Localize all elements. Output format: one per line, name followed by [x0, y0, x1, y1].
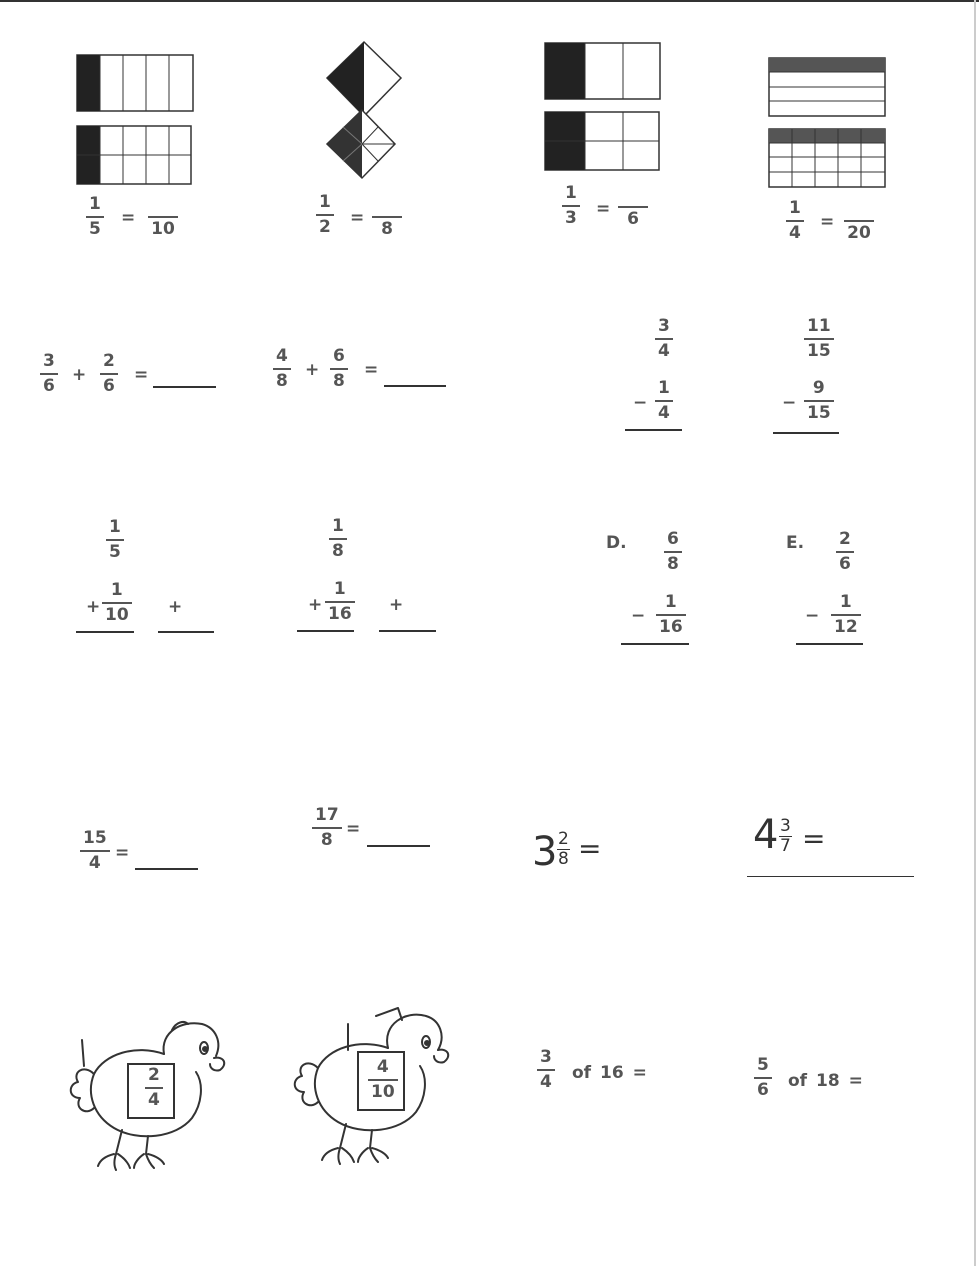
- r3-add2-answer-line[interactable]: [297, 630, 354, 632]
- r5-of1-fraction: 3 4: [537, 1049, 555, 1091]
- r3-add2-plus: +: [389, 595, 404, 615]
- r3-e-label: E.: [786, 533, 805, 553]
- r4-mix2-whole: 4: [753, 812, 779, 858]
- model4-equals: =: [820, 212, 835, 232]
- r3-d-label: D.: [606, 533, 627, 553]
- r2-add2-b: 6 8: [330, 348, 348, 390]
- r2-sub2-op: −: [782, 393, 797, 413]
- r4-imp2-equals: =: [346, 819, 361, 839]
- r3-e-op: −: [805, 606, 820, 626]
- r5-of2-fraction: 5 6: [754, 1057, 772, 1099]
- r2-sub2-b: 9 15: [804, 380, 834, 422]
- model2-right-fraction: 8: [372, 196, 402, 238]
- r3-add1-a: 1 5: [106, 519, 124, 561]
- model-thirds: [544, 42, 664, 172]
- r3-add1-op: +: [86, 597, 101, 617]
- r3-e-a: 2 6: [836, 531, 854, 573]
- r2-add2-a: 4 8: [273, 348, 291, 390]
- model1-equals: =: [121, 208, 136, 228]
- r2-sub1-op: −: [633, 393, 648, 413]
- r4-mix1-whole: 3: [532, 829, 558, 875]
- model1-right-fraction: 10: [148, 196, 178, 238]
- r2-add1-b: 2 6: [100, 353, 118, 395]
- r3-add2-extra-line[interactable]: [379, 630, 436, 632]
- r4-mix1-fraction: 2 8: [558, 829, 569, 869]
- r2-sub1-answer-line[interactable]: [625, 429, 682, 431]
- r4-mix2-fraction: 3 7: [780, 816, 791, 856]
- model4-right-fraction: 20: [844, 200, 874, 242]
- r2-add2-answer-line[interactable]: [384, 385, 446, 387]
- model2-left-fraction: 1 2: [316, 194, 334, 236]
- model4-left-fraction: 1 4: [786, 200, 804, 242]
- model3-right-fraction: 6: [618, 186, 648, 228]
- r3-e-b: 1 12: [831, 594, 861, 636]
- model1-left-fraction: 1 5: [86, 196, 104, 238]
- r3-add2-op: +: [308, 595, 323, 615]
- r2-add1-equals: =: [134, 365, 149, 385]
- r3-d-b: 1 16: [656, 594, 686, 636]
- r3-add1-b: 1 10: [102, 582, 132, 624]
- r3-add1-extra-line[interactable]: [158, 631, 214, 633]
- model-fifths: [76, 54, 196, 186]
- model3-left-fraction: 1 3: [562, 185, 580, 227]
- r2-sub1-b: 1 4: [655, 380, 673, 422]
- r2-sub1-a: 3 4: [655, 318, 673, 360]
- r2-add1-answer-line[interactable]: [153, 386, 216, 388]
- model3-equals: =: [596, 199, 611, 219]
- r4-imp2-answer-line[interactable]: [367, 845, 430, 847]
- r2-add1-op: +: [72, 365, 87, 385]
- r5-of1-text: of 16 =: [572, 1063, 647, 1083]
- r2-add2-equals: =: [364, 360, 379, 380]
- r2-sub2-answer-line[interactable]: [773, 432, 839, 434]
- r4-imp1-answer-line[interactable]: [135, 868, 198, 870]
- r4-imp1-equals: =: [115, 843, 130, 863]
- r4-imp1-fraction: 15 4: [80, 830, 110, 872]
- r3-d-op: −: [631, 606, 646, 626]
- r3-d-answer-line[interactable]: [621, 643, 689, 645]
- model-diamonds: [325, 40, 403, 180]
- r4-mix2-equals: =: [802, 822, 826, 855]
- page-edge: [974, 0, 976, 1266]
- r3-add1-answer-line[interactable]: [76, 631, 134, 633]
- r4-mix2-answer-line[interactable]: [747, 876, 914, 877]
- r2-sub2-a: 11 15: [804, 318, 834, 360]
- r3-add1-plus: +: [168, 597, 183, 617]
- r4-imp2-fraction: 17 8: [312, 807, 342, 849]
- r3-d-a: 6 8: [664, 531, 682, 573]
- model-fourths: [768, 57, 888, 189]
- r3-add2-a: 1 8: [329, 518, 347, 560]
- r5-of2-text: of 18 =: [788, 1071, 863, 1091]
- chick-2-fraction: 4 10: [368, 1059, 398, 1101]
- chick-1-fraction: 2 4: [145, 1067, 163, 1109]
- top-border: [0, 0, 979, 2]
- r3-add2-b: 1 16: [325, 581, 355, 623]
- r3-e-answer-line[interactable]: [796, 643, 863, 645]
- r2-add1-a: 3 6: [40, 353, 58, 395]
- r4-mix1-equals: =: [578, 832, 602, 865]
- r2-add2-op: +: [305, 360, 320, 380]
- model2-equals: =: [350, 208, 365, 228]
